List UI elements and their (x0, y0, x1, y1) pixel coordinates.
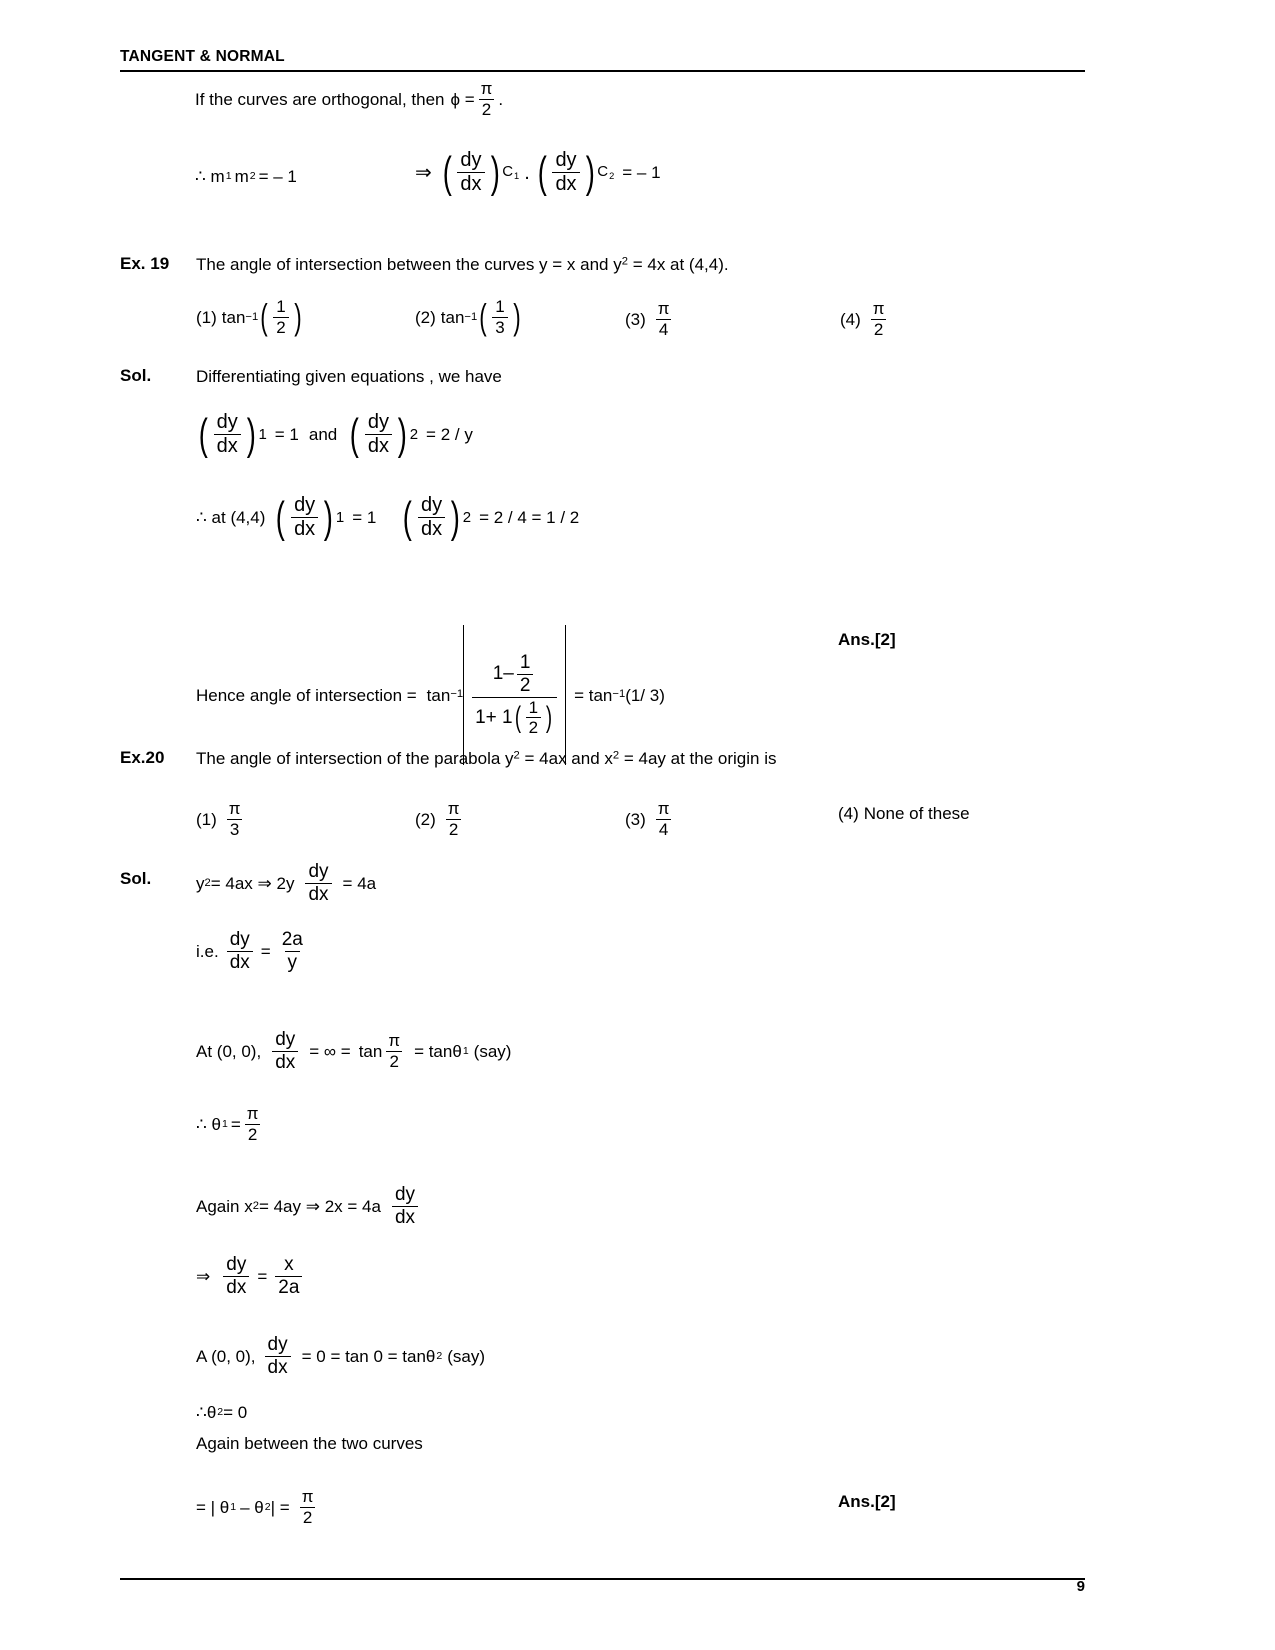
equals-zero: = 0 (223, 1403, 248, 1423)
option-number: (2) (415, 307, 436, 327)
equals-minus-one: = – 1 (622, 163, 661, 182)
pi-over-four-fraction (655, 800, 673, 839)
left-paren: ( (479, 296, 487, 338)
right-paren: ) (545, 701, 553, 735)
fraction-denominator: 2 (446, 819, 461, 839)
equals-tan-theta2: = 0 = tan 0 = tanθ (301, 1346, 436, 1366)
fraction-denominator: 2 (300, 1507, 315, 1527)
phi-equals: ϕ = (450, 89, 475, 109)
fraction-denominator: dx (418, 517, 445, 540)
example-20-step-6 (196, 1255, 305, 1298)
fraction-denominator: dx (291, 517, 318, 540)
fraction-numerator: 1 (276, 297, 286, 316)
fraction-numerator: π (301, 1487, 314, 1506)
c1-label: C (502, 162, 514, 180)
equals-sign: = (230, 1114, 241, 1134)
example-20-solution-label-row (120, 868, 196, 891)
arctan-label: tan (440, 307, 465, 327)
dy-dx-2-group (347, 409, 409, 459)
statement-part-b: = 4x at (4,4). (627, 255, 729, 274)
equals-sign: = (257, 1266, 268, 1286)
example-19-derivative-line (196, 409, 473, 459)
step1-part-b: = 4ax ⇒ 2y (210, 873, 295, 893)
right-paren: ) (397, 409, 407, 459)
fraction-numerator: π (480, 79, 493, 98)
equals-two-over-y: = 2 / y (426, 425, 473, 444)
m1-subscript: 1 (225, 170, 232, 183)
intro-orthogonal-line (195, 80, 503, 119)
pi-over-two-fraction (299, 1488, 317, 1527)
step1-part-c: = 4a (342, 873, 377, 893)
period: . (498, 89, 504, 109)
fraction-denominator (472, 697, 557, 738)
fraction-denominator: dx (265, 1356, 291, 1378)
example-20-label: Ex.20 (120, 748, 165, 767)
equals-tan-theta: = tanθ (414, 1041, 462, 1061)
arctan-label: tan (426, 685, 451, 705)
theta1-subscript: 1 (230, 1501, 237, 1514)
example-20-text (196, 747, 776, 771)
fraction-denominator: dx (365, 434, 392, 457)
pi-over-two-fraction (870, 300, 888, 339)
dy-dx-2-group (400, 492, 462, 542)
pi-over-two-fraction (478, 80, 496, 119)
example-20-option-3[interactable] (625, 800, 676, 839)
fraction-numerator: dy (294, 494, 316, 516)
fraction-numerator: dy (216, 411, 238, 433)
example-19-answer: Ans.[2] (838, 630, 896, 649)
fraction-numerator: 1 (495, 297, 505, 316)
inverse-exponent: −1 (245, 310, 259, 323)
fraction-denominator: 2 (871, 319, 886, 339)
dy-dx-fraction (392, 1185, 418, 1228)
implies-arrow: ⇒ (196, 1266, 211, 1286)
example-19-option-1[interactable] (196, 298, 304, 337)
fraction-denominator: 2 (526, 717, 541, 737)
header-divider (120, 70, 1085, 72)
fraction-numerator: π (246, 1104, 259, 1123)
subscript-2: 2 (462, 509, 472, 526)
dy-dx-fraction (223, 1255, 249, 1298)
at-origin-prefix: At (0, 0), (196, 1041, 262, 1061)
page-header (120, 48, 1185, 72)
dy-dx-fraction (272, 1030, 298, 1073)
solution-label: Sol. (120, 869, 152, 888)
dy-dx-fraction (227, 930, 253, 973)
intro-text: If the curves are orthogonal, then (195, 89, 445, 109)
and-conjunction: and (308, 425, 338, 444)
inverse-exponent: −1 (612, 688, 626, 701)
fraction-denominator: dx (272, 1051, 298, 1073)
inner-fraction-group (513, 699, 554, 738)
theta-subscript: 2 (436, 1350, 443, 1363)
fraction-numerator: π (388, 1031, 401, 1051)
right-paren: ) (246, 409, 256, 459)
slope-product-left (195, 168, 297, 186)
left-paren: ( (260, 296, 268, 338)
fraction-denominator: dx (223, 1276, 249, 1298)
theta-subscript: 1 (222, 1118, 228, 1131)
example-19-option-3[interactable] (625, 300, 676, 339)
step1-part-a: y (196, 873, 205, 893)
dy-dx-fraction (265, 1335, 291, 1378)
dy-dx-fraction (291, 495, 318, 540)
equals-one: = 1 (274, 425, 299, 444)
fraction-denominator: 4 (656, 819, 671, 839)
compound-fraction (472, 653, 557, 738)
fraction-numerator: π (872, 299, 885, 318)
theta-subscript: 1 (462, 1045, 469, 1058)
at-origin-prefix: A (0, 0), (196, 1346, 256, 1366)
example-20-step-7 (196, 1335, 485, 1378)
example-19-angle-line (196, 625, 665, 765)
therefore-m1: ∴ m (195, 167, 225, 187)
example-19-statement (120, 253, 1085, 277)
dy-dx-c1-group (440, 147, 502, 197)
absolute-value-group (463, 625, 566, 765)
minus-theta: – θ (240, 1497, 264, 1517)
example-20-statement (120, 747, 1085, 771)
statement-part-a: The angle of intersection of the parabola y (196, 749, 514, 768)
equals-one: = 1 (352, 508, 377, 527)
right-paren: ) (293, 296, 302, 338)
option-number: (1) (196, 809, 217, 829)
fraction-numerator: π (447, 799, 460, 818)
tan-label: tan (358, 1041, 383, 1061)
x-exponent: 2 (612, 749, 620, 762)
equals-minus-one: = – 1 (258, 167, 297, 187)
right-paren: ) (450, 492, 460, 542)
at-point-prefix: ∴ at (4,4) (196, 508, 266, 527)
example-19-option-2[interactable] (415, 298, 523, 337)
fraction-denominator: 2a (275, 1276, 302, 1298)
pi-over-three-fraction (226, 800, 244, 839)
solution-intro-text: Differentiating given equations , we have (196, 367, 502, 386)
c1-subscript: 1 (514, 170, 520, 181)
right-paren: ) (323, 492, 334, 542)
denominator-left-term: 1+ 1 (475, 706, 513, 728)
example-19-option-4[interactable] (840, 300, 891, 339)
fraction-numerator: 1 (528, 697, 539, 717)
fraction-denominator: 2 (479, 99, 494, 119)
fraction-denominator: 3 (492, 317, 507, 337)
one-half-fraction (273, 298, 288, 337)
option-number: (2) (415, 809, 436, 829)
fraction-denominator: 3 (227, 819, 242, 839)
step5-part-b: = 4ay ⇒ 2x = 4a (258, 1196, 381, 1216)
dy-dx-1-group (196, 409, 258, 459)
right-paren: ) (512, 296, 521, 338)
fraction-denominator: dx (214, 434, 241, 457)
option-fraction-group (258, 298, 303, 337)
y-exponent: 2 (621, 255, 628, 268)
y-exponent: 2 (204, 876, 211, 889)
arctan-argument: (1/ 3) (625, 685, 665, 705)
multiplication-dot: . (524, 161, 530, 184)
y-exponent: 2 (513, 749, 520, 762)
fraction-numerator (490, 653, 540, 697)
fraction-numerator: dy (367, 411, 390, 433)
one-half-fraction (517, 653, 534, 696)
fraction-numerator: dy (394, 1184, 416, 1205)
example-20-answer: Ans.[2] (838, 1492, 896, 1511)
two-a-over-y-fraction (279, 930, 306, 973)
example-20-step-9: Again between the two curves (196, 1434, 423, 1453)
fraction-numerator: dy (308, 861, 329, 882)
fraction-denominator: dx (227, 951, 253, 973)
example-20-step-5 (196, 1185, 421, 1228)
abs-bar-right (565, 625, 566, 765)
fraction-numerator: x (284, 1254, 294, 1275)
ie-prefix: i.e. (196, 941, 219, 961)
example-20-option-4[interactable] (838, 805, 970, 823)
subscript-1: 1 (335, 509, 345, 526)
fraction-numerator: π (657, 799, 670, 818)
fraction-denominator: dx (305, 883, 331, 905)
option-number: (4) (838, 804, 859, 824)
m2-subscript: 2 (249, 170, 256, 183)
example-20-step-8 (196, 1404, 247, 1422)
equals-sign: = (260, 941, 271, 961)
statement-part-a: The angle of intersection between the curves y = x and y (196, 255, 622, 274)
left-paren: ( (198, 409, 208, 459)
subscript-1: 1 (258, 426, 267, 443)
fraction-numerator: dy (555, 149, 577, 171)
fraction-denominator: 2 (273, 317, 288, 337)
one-third-fraction (492, 298, 507, 337)
numerator-left-term: 1– (492, 663, 514, 685)
statement-part-c: = 4ay at the origin is (619, 749, 777, 768)
fraction-numerator: π (657, 299, 670, 318)
left-paren: ( (537, 147, 547, 197)
example-20-step-4 (196, 1105, 265, 1144)
fraction-numerator: 2a (281, 929, 303, 950)
therefore-theta2: ∴θ (196, 1403, 217, 1423)
equals-infinity: = ∞ = (309, 1041, 351, 1061)
equals-result: = 2 / 4 = 1 / 2 (479, 508, 580, 527)
pi-over-two-fraction (244, 1105, 262, 1144)
fraction-denominator: y (285, 951, 301, 973)
example-19-label: Ex. 19 (120, 254, 170, 273)
fraction-denominator: 2 (517, 674, 534, 696)
example-19-evaluation-line (196, 492, 580, 542)
fraction-numerator: dy (460, 149, 482, 171)
abs-theta-prefix: = | θ (196, 1497, 230, 1517)
dy-dx-fraction (457, 150, 484, 195)
dy-dx-fraction (214, 412, 241, 457)
example-20-step-2 (196, 930, 309, 973)
inverse-exponent: −1 (464, 310, 478, 323)
fraction-numerator: dy (226, 1254, 247, 1275)
option-number: (1) (196, 307, 217, 327)
dy-dx-fraction (418, 495, 445, 540)
c2-label: C (597, 162, 609, 180)
one-half-fraction (526, 699, 541, 738)
option-number: (4) (840, 309, 861, 329)
dy-dx-c2-group (535, 147, 597, 197)
dy-dx-fraction (305, 862, 331, 905)
fraction-numerator: dy (275, 1029, 296, 1050)
dy-dx-1-group (273, 492, 335, 542)
example-20-option-1[interactable] (196, 800, 247, 839)
therefore-theta: ∴ θ (196, 1114, 221, 1134)
theta2-subscript: 2 (264, 1501, 271, 1514)
option-number: (3) (625, 809, 646, 829)
example-20-step-3 (196, 1030, 511, 1073)
example-20-option-2[interactable] (415, 800, 466, 839)
fraction-numerator: dy (267, 1334, 288, 1355)
arctan-label: tan (221, 307, 246, 327)
example-20-step-1 (196, 862, 376, 905)
page-number: 9 (1076, 1578, 1085, 1595)
option-number: (3) (625, 309, 646, 329)
abs-close-equals: | = (270, 1497, 290, 1517)
fraction-numerator: π (228, 799, 241, 818)
option-text: None of these (863, 804, 970, 824)
fraction-numerator: 1 (519, 651, 531, 673)
statement-part-b: = 4ax and x (519, 749, 613, 768)
solution-label: Sol. (120, 366, 152, 385)
right-paren: ) (585, 147, 595, 197)
implies-arrow: ⇒ (415, 161, 432, 184)
left-paren: ( (276, 492, 286, 542)
c2-subscript: 2 (609, 170, 615, 181)
left-paren: ( (350, 409, 360, 459)
inverse-exponent: −1 (450, 688, 464, 701)
fraction-numerator: dy (229, 929, 250, 950)
hence-prefix: Hence angle of intersection = (196, 685, 417, 705)
m2-symbol: m (234, 167, 249, 187)
pi-over-two-fraction (445, 800, 463, 839)
fraction-denominator: dx (552, 172, 579, 195)
example-19-text (196, 253, 729, 277)
example-20-step-10 (196, 1488, 319, 1527)
left-paren: ( (514, 701, 521, 735)
pi-over-two-fraction (385, 1032, 403, 1071)
theta-subscript: 2 (217, 1406, 224, 1419)
dy-dx-fraction (365, 412, 392, 457)
say-annotation: (say) (447, 1346, 486, 1366)
slope-product-right (415, 147, 661, 197)
fraction-denominator: dx (392, 1206, 418, 1228)
pi-over-four-fraction (655, 300, 673, 339)
equals-arctan: = tan (574, 685, 613, 705)
right-paren: ) (490, 147, 500, 197)
dy-dx-fraction (552, 150, 579, 195)
fraction-numerator: dy (420, 494, 443, 516)
fraction-denominator: 4 (656, 319, 671, 339)
subscript-2: 2 (409, 426, 419, 443)
x-over-two-a-fraction (275, 1255, 302, 1298)
fraction-denominator: 2 (245, 1124, 260, 1144)
x-exponent: 2 (252, 1199, 259, 1212)
fraction-denominator: dx (457, 172, 484, 195)
option-fraction-group (477, 298, 522, 337)
step5-part-a: Again x (196, 1196, 253, 1216)
left-paren: ( (403, 492, 413, 542)
example-19-solution-intro (120, 365, 1085, 389)
fraction-denominator: 2 (386, 1051, 401, 1071)
say-annotation: (say) (473, 1041, 512, 1061)
left-paren: ( (442, 147, 452, 197)
header-title: TANGENT & NORMAL (120, 48, 285, 65)
